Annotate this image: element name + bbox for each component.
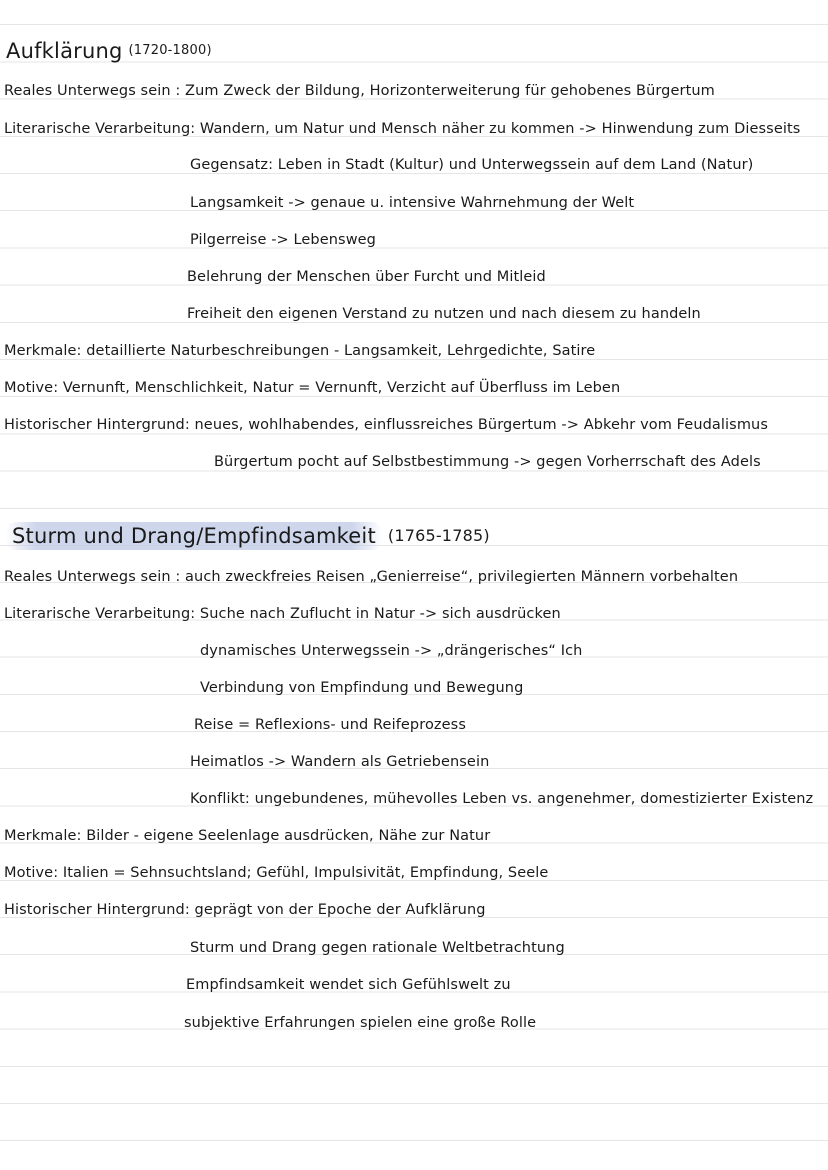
note-line: Konflikt: ungebundenes, mühevolles Leben vs. angenehmer, domestizierter Existenz — [190, 790, 814, 807]
note-line: subjektive Erfahrungen spielen eine große Rolle — [184, 1014, 537, 1031]
note-line: dynamisches Unterwegssein -> „drängerisches“ Ich — [200, 642, 583, 659]
section-title-sturm-und-drang — [6, 517, 828, 554]
note-line: Empfindsamkeit wendet sich Gefühlswelt zu — [186, 976, 511, 993]
note-line: Verbindung von Empfindung und Bewegung — [200, 679, 524, 696]
note-line: Reise = Reflexions- und Reifeprozess — [194, 716, 466, 733]
note-line: Merkmale: Bilder - eigene Seelenlage ausdrücken, Nähe zur Natur — [4, 827, 491, 844]
section-title-text: Aufklärung — [6, 38, 123, 63]
note-line: Gegensatz: Leben in Stadt (Kultur) und Unterwegssein auf dem Land (Natur) — [190, 156, 754, 173]
note-line: Belehrung der Menschen über Furcht und Mitleid — [187, 268, 546, 285]
note-line: Pilgerreise -> Lebensweg — [190, 231, 376, 248]
note-line: Literarische Verarbeitung: Wandern, um Natur und Mensch näher zu kommen -> Hinwendung zum Diesseits — [4, 120, 801, 137]
note-line: Historischer Hintergrund: neues, wohlhabendes, einflussreiches Bürgertum -> Abkehr vom Feudalismus — [4, 416, 768, 433]
section-title-aufklaerung — [6, 32, 828, 69]
note-line: Motive: Vernunft, Menschlichkeit, Natur = Vernunft, Verzicht auf Überfluss im Leben — [4, 379, 621, 396]
note-line: Historischer Hintergrund: geprägt von der Epoche der Aufklärung — [4, 901, 486, 918]
note-line: Langsamkeit -> genaue u. intensive Wahrnehmung der Welt — [190, 194, 635, 211]
note-line: Sturm und Drang gegen rationale Weltbetrachtung — [190, 939, 565, 956]
note-line: Freiheit den eigenen Verstand zu nutzen und nach diesem zu handeln — [187, 305, 701, 322]
note-line: Motive: Italien = Sehnsuchtsland; Gefühl, Impulsivität, Empfindung, Seele — [4, 864, 549, 881]
note-line: Bürgertum pocht auf Selbstbestimmung -> gegen Vorherrschaft des Adels — [214, 453, 761, 470]
section-years: (1720-1800) — [128, 43, 212, 58]
note-line: Literarische Verarbeitung: Suche nach Zuflucht in Natur -> sich ausdrücken — [4, 605, 561, 622]
note-line: Heimatlos -> Wandern als Getriebensein — [190, 753, 490, 770]
note-line: Reales Unterwegs sein : Zum Zweck der Bildung, Horizonterweiterung für gehobenes Bürgertum — [4, 82, 715, 99]
section-title-text: Sturm und Drang/Empfindsamkeit — [6, 522, 382, 550]
note-line: Merkmale: detaillierte Naturbeschreibungen - Langsamkeit, Lehrgedichte, Satire — [4, 342, 596, 359]
section-years: (1765-1785) — [387, 526, 490, 545]
note-line: Reales Unterwegs sein : auch zweckfreies Reisen „Genierreise“, privilegierten Männern vorbehalten — [4, 568, 739, 585]
